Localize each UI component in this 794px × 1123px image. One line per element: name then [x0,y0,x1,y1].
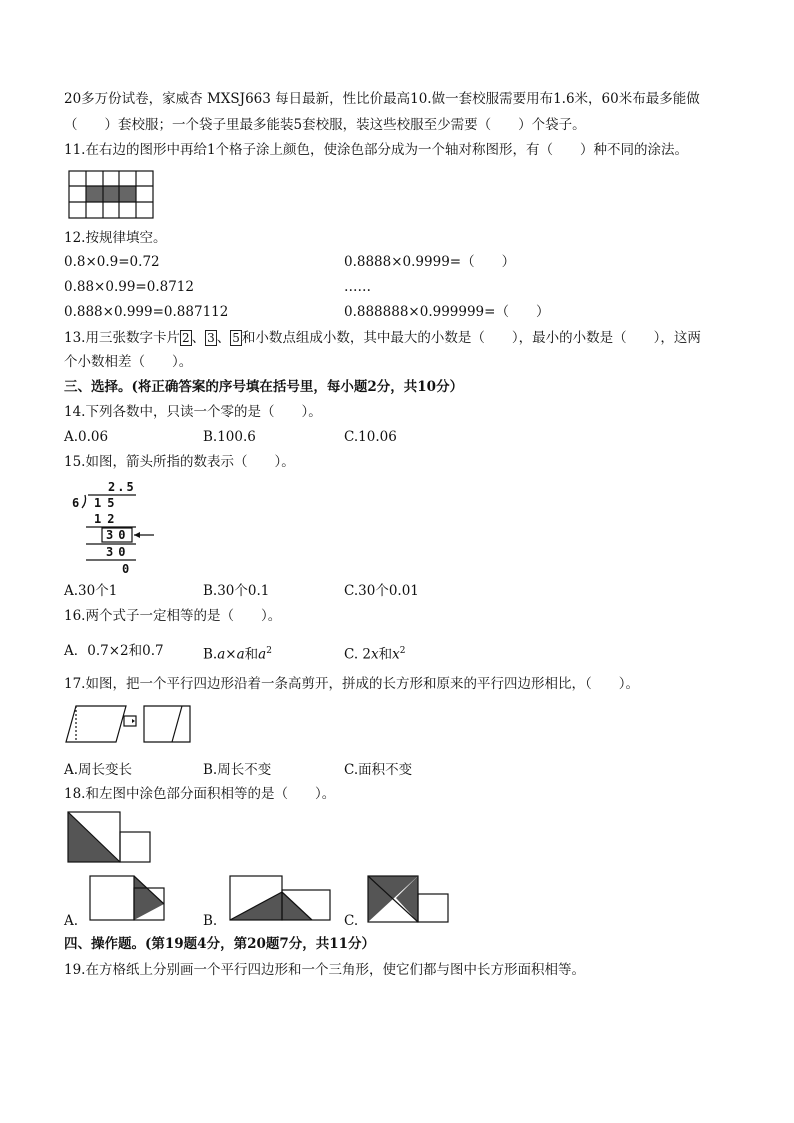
q18-label-b: B. [203,913,218,929]
exponent: 2 [266,646,272,656]
var-x: x [392,646,400,663]
q17-option-b: B.周长不变 [203,762,272,778]
q15-option-b: B.30个0.1 [203,583,270,599]
var-a: a [217,646,226,663]
q16-c-label: C. 2 [344,646,372,663]
q14-option-a: A.0.06 [64,429,109,445]
q12-left-1: 0.8×0.9=0.72 [64,254,160,270]
q18-option-b-figure [228,874,332,924]
shaded-region-a [134,876,164,920]
q18-option-a-figure [88,874,168,924]
arrow-head [134,532,140,538]
and-word: 和 [244,646,259,663]
q17-option-a: A.周长变长 [64,762,133,778]
q16-option-a: A．0.7×2和0.7 [64,643,164,659]
q10-line1: 20多万份试卷，家威杏 MXSJ663 每日最新，性比价最高10.做一套校服需要用布1.6米，60米布最多能做 [64,91,700,107]
arrow-icon [126,719,135,723]
q15-option-a: A.30个1 [64,583,118,599]
q19-stem: 19.在方格纸上分别画一个平行四边形和一个三角形，使它们都与图中长方形面积相等。 [64,962,585,978]
q18-reference-figure [66,810,154,864]
divisor: 6 [72,496,80,510]
q15-stem: 15.如图，箭头所指的数表示（ ）。 [64,454,295,470]
q11-shaded-cells [86,186,136,202]
q11-grid-figure [68,170,154,220]
q15-option-c: C.30个0.01 [344,583,419,599]
shaded-region-b [230,892,312,920]
q14-stem: 14.下列各数中，只读一个零的是（ ）。 [64,404,322,420]
q18-label-c: C. [344,913,359,929]
q16-stem: 16.两个式子一定相等的是（ ）。 [64,608,282,624]
q18-label-a: A. [64,913,79,929]
subtract-1: 12 [94,512,121,526]
parallelogram [66,706,126,742]
quotient: 2.5 [108,480,136,494]
q13-post: 和小数点组成小数，其中最大的小数是（ ），最小的小数是（ ），这两 [241,330,701,346]
q12-stem: 12.按规律填空。 [64,230,167,246]
q13-sep: 、 [191,330,206,346]
remainder-1: 30 [106,528,131,542]
section-3-heading: 三、选择。(将正确答案的序号填在括号里，每小题2分，共10分） [64,379,464,395]
q14-option-b: B.100.6 [203,429,256,445]
subtract-2: 30 [106,545,131,559]
card-2: 2 [181,331,190,345]
q17-option-c: C.面积不变 [344,762,413,778]
q12-left-3: 0.888×0.999=0.887112 [64,304,229,320]
long-division-figure [66,478,176,578]
q13-pre: 13.用三张数字卡片 [64,330,180,346]
q13-sep: 、 [216,330,231,346]
q16-option-c [344,642,406,664]
q11-stem: 11.在右边的图形中再给1个格子涂上颜色，使涂色部分成为一个轴对称图形，有（ ）种不同的涂法。 [64,142,689,158]
q18-option-c-figure [366,874,452,926]
q13-line1 [64,329,701,347]
q16-b-label: B. [203,646,218,663]
times-sign: × [225,646,237,663]
q12-right-3: 0.888888×0.999999=（ ） [344,304,550,320]
q17-stem: 17.如图，把一个平行四边形沿着一条高剪开，拼成的长方形和原来的平行四边形相比，（ ）。 [64,676,639,692]
q14-option-c: C.10.06 [344,429,397,445]
q12-right-2: …… [344,279,371,295]
rectangle [144,706,190,742]
and-word: 和 [378,646,393,663]
q13-line2: 个小数相差（ ）。 [64,354,193,370]
var-a: a [236,646,245,663]
exponent: 2 [399,646,406,656]
q12-left-2: 0.88×0.99=0.8712 [64,279,194,295]
q18-stem: 18.和左图中涂色部分面积相等的是（ ）。 [64,786,336,802]
parallelogram-to-rectangle-figure [64,704,194,746]
seam-line [172,706,182,742]
var-x: x [371,646,379,663]
final-remainder: 0 [122,562,130,576]
var-a: a [258,646,267,663]
dividend: 15 [94,496,121,510]
q12-right-1: 0.8888×0.9999=（ ） [344,254,516,270]
card-3: 3 [207,331,215,345]
q10-line2: （ ）套校服；一个袋子里最多能装5套校服，装这些校服至少需要（ ）个袋子。 [64,117,586,133]
section-4-heading: 四、操作题。(第19题4分，第20题7分，共11分） [64,936,376,952]
card-5: 5 [232,331,240,345]
q16-option-b [203,642,272,664]
